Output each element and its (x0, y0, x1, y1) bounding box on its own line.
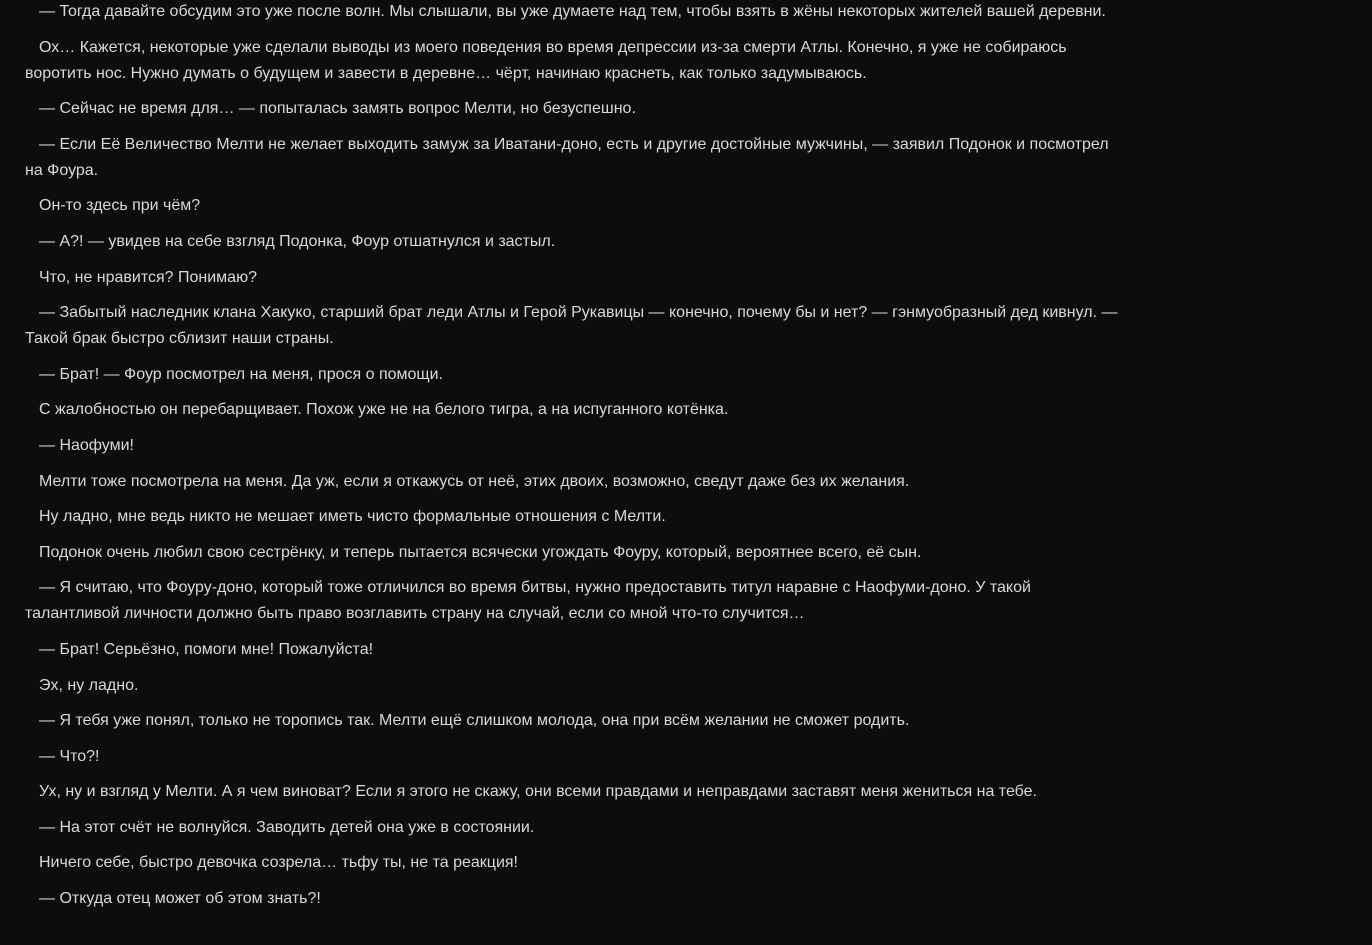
paragraph: — Брат! Серьёзно, помоги мне! Пожалуйста! (39, 640, 374, 658)
paragraph: — А?! — увидев на себе взгляд Подонка, Фоур отшатнулся и застыл. (39, 232, 556, 250)
paragraph: Ничего себе, быстро девочка созрела… тьфу ты, не та реакция! (39, 854, 518, 872)
paragraph: Ну ладно, мне ведь никто не мешает иметь чисто формальные отношения с Мелти. (39, 508, 666, 526)
paragraph: Ох… Кажется, некоторые уже сделали выводы из моего поведения во время депрессии из-за смерти Атлы. Конечно, я уже не собираюсь воротить нос. Нужно думать о будущем и завести в деревне… чёрт, начинаю краснеть, как только задумываюсь. (25, 38, 1067, 82)
paragraph: Что, не нравится? Понимаю? (39, 268, 257, 286)
paragraph: — Я тебя уже понял, только не торопись так. Мелти ещё слишком молода, она при всём желании не сможет родить. (39, 712, 910, 730)
paragraph: — Если Её Величество Мелти не желает выходить замуж за Иватани-доно, есть и другие достойные мужчины, — заявил Подонок и посмотрел на Фоура. (25, 135, 1109, 179)
paragraph: — Забытый наследник клана Хакуко, старший брат леди Атлы и Герой Рукавицы — конечно, почему бы и нет? — гэнмуобразный дед кивнул. — Такой брак быстро сблизит наши страны. (25, 304, 1118, 348)
reader-text-body (25, 0, 1125, 922)
paragraph: Эх, ну ладно. (39, 676, 139, 694)
paragraph: Он-то здесь при чём? (39, 197, 201, 215)
paragraph: Мелти тоже посмотрела на меня. Да уж, если я откажусь от неё, этих двоих, возможно, сведут даже без их желания. (39, 472, 910, 490)
paragraph: Подонок очень любил свою сестрёнку, и теперь пытается всячески угождать Фоуру, который, вероятнее всего, её сын. (39, 543, 922, 561)
paragraph: — Я считаю, что Фоуру-доно, который тоже отличился во время битвы, нужно предоставить титул наравне с Наофуми-доно. У такой талантливой личности должно быть право возглавить страну на случай, если со мной что-то случится… (25, 579, 1031, 623)
paragraph: — На этот счёт не волнуйся. Заводить детей она уже в состоянии. (39, 818, 535, 836)
paragraph: Ух, ну и взгляд у Мелти. А я чем виноват? Если я этого не скажу, они всеми правдами и неправдами заставят меня жениться на тебе. (39, 783, 1037, 801)
paragraph: — Откуда отец может об этом знать?! (39, 890, 321, 908)
paragraph: С жалобностью он перебарщивает. Похож уже не на белого тигра, а на испуганного котёнка. (39, 401, 729, 419)
paragraph: — Брат! — Фоур посмотрел на меня, прося о помощи. (39, 365, 443, 383)
paragraph: — Что?! (39, 747, 100, 765)
paragraph: — Сейчас не время для… — попыталась замять вопрос Мелти, но безуспешно. (39, 100, 636, 118)
paragraph: — Тогда давайте обсудим это уже после волн. Мы слышали, вы уже думаете над тем, чтобы взять в жёны некоторых жителей вашей деревни. (39, 3, 1106, 20)
paragraph: — Наофуми! (39, 436, 134, 454)
